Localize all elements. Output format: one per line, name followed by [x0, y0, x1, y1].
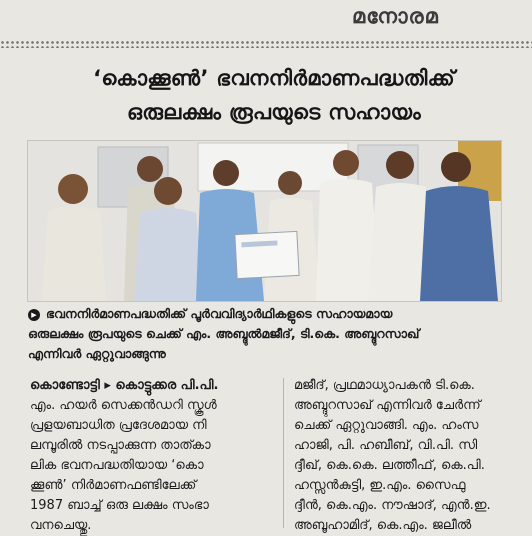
- headline-line-1: ‘കൊക്കൂൺ’ ഭവനനിർമാണപദ്ധതിക്ക്: [93, 66, 455, 90]
- article-line: ലിക ഭവനപദ്ധതിയായ ‘കൊ: [30, 458, 204, 473]
- news-photo: [27, 140, 502, 302]
- article-line: അബ്ദുറസാഖ് എന്നിവർ ചേർന്ന്: [294, 398, 481, 413]
- caption-bullet-icon: ▶: [28, 309, 40, 321]
- article-line: ദ്ദീഖ്, കെ.കെ. ലത്തീഫ്, കെ.പി.: [294, 458, 485, 473]
- article-line: ഹസ്സൻകുട്ടി, ഇ.എം. സൈഫു: [294, 478, 466, 493]
- article-line: ദ്ദീൻ, കെ.എം. നൗഷാദ്, എൻ.ഇ.: [294, 498, 491, 513]
- article-line: ലമ്പൂരിൽ നടപ്പാക്കുന്ന താത്കാ: [30, 438, 211, 453]
- headline-line-2: ഒരുലക്ഷം രൂപയുടെ സഹായം: [127, 100, 421, 124]
- article-line: 1987 ബാച്ച് ഒരു ലക്ഷം സംഭാ: [30, 498, 209, 513]
- masthead: മനോരമ: [352, 4, 439, 28]
- article-line: ഹാജി, പി. ഹബീബ്, വി.പി. സി: [294, 438, 478, 453]
- article-line: ചെക്ക് ഏറ്റുവാങ്ങി. എം. ഹംസ: [294, 418, 479, 433]
- article-line: ക്കൂൺ’ നിർമാണഫണ്ടിലേക്ക്: [30, 478, 197, 493]
- column-divider: [283, 378, 284, 528]
- article-line: എം. ഹയർ സെക്കൻഡറി സ്കൂൾ: [30, 398, 217, 413]
- article-line: പ്രളയബാധിത പ്രദേശമായ നി: [30, 418, 207, 433]
- dotted-rule: [0, 40, 532, 48]
- article-left-column: [30, 376, 218, 536]
- photo-caption-line-2: ഒരുലക്ഷം രൂപയുടെ ചെക്ക് എം. അബ്ദുൽമജീദ്, ടി.കെ. അബ്ദുറസാഖ്: [28, 326, 420, 341]
- caption-text-1: ഭവനനിർമാണപദ്ധതിക്ക് പൂർവവിദ്യാർഥികളുടെ സഹായമായ: [46, 306, 393, 321]
- article-line: കൊണ്ടോട്ടി ▸ കൊട്ടുക്കര പി.പി.: [30, 378, 219, 393]
- article-line: വനചെയ്തു.: [30, 518, 92, 533]
- article-right-column: [294, 376, 491, 536]
- photo-caption-line-3: എന്നിവർ ഏറ്റുവാങ്ങുന്നു: [28, 346, 166, 361]
- article-line: മജീദ്, പ്രഥമാധ്യാപകൻ ടി.കെ.: [294, 378, 475, 393]
- photo-illustration: [28, 141, 501, 301]
- article-line: അബൂഹാമിദ്, കെ.എം. ജലീൽ: [294, 518, 472, 533]
- photo-caption-line-1: [28, 306, 508, 322]
